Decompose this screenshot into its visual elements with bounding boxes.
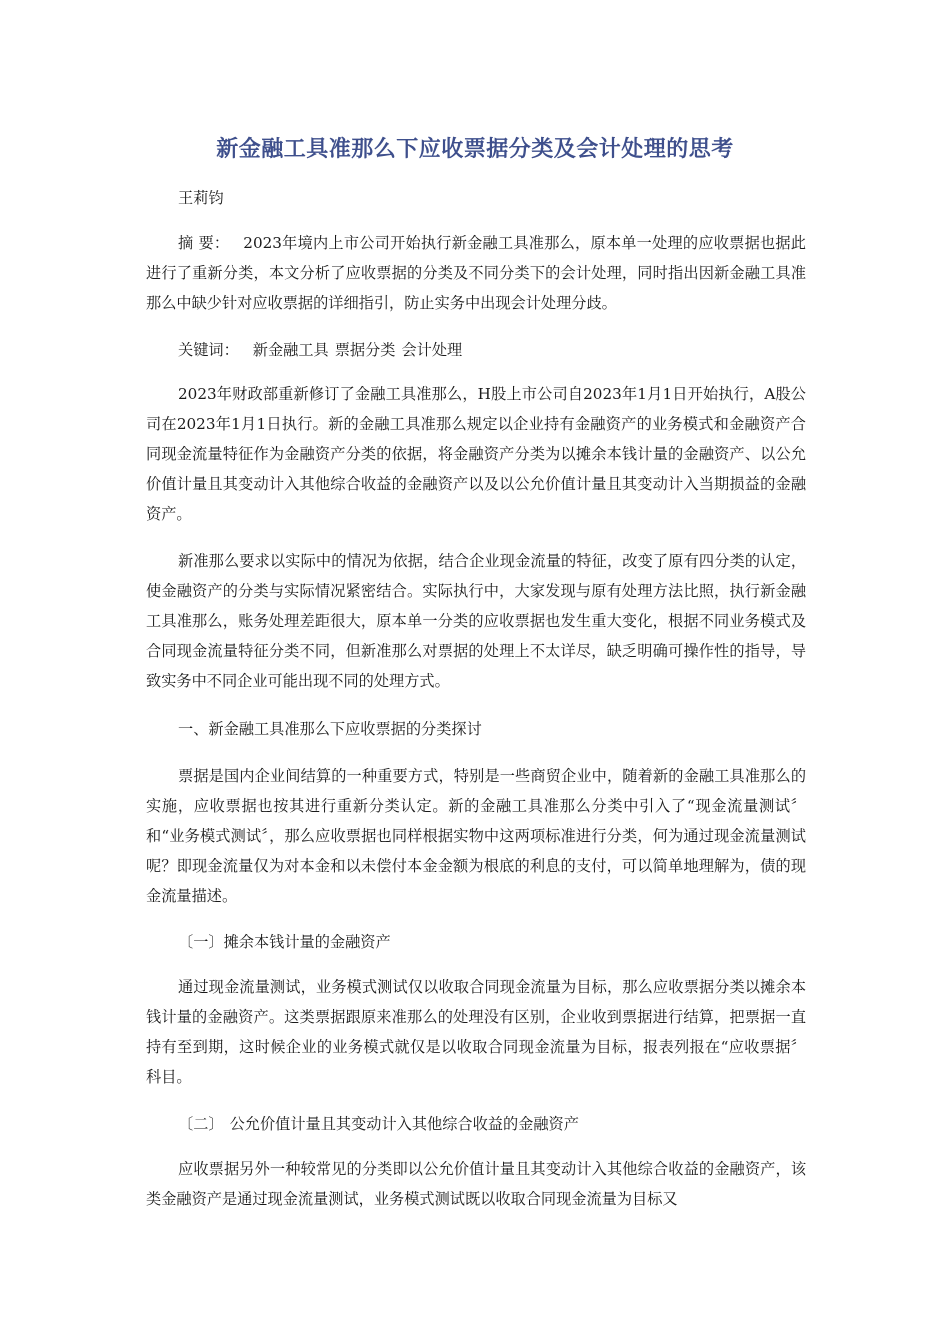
body-paragraph-2: 新准那么要求以实际中的情况为依据，结合企业现金流量的特征，改变了原有四分类的认定，使金融资产的分类与实际情况紧密结合。实际执行中，大家发现与原有处理方法比照，执行新金融工具准那么，账务处理差距很大，原本单一分类的应收票据也发生重大变化，根据不同业务模式及合同现金流量特征分类不同，但新准那么对票据的处理上不太详尽，缺乏明确可操作性的指导，导致实务中不同企业可能出现不同的处理方式。 — [146, 552, 806, 690]
abstract-label: 摘 要： — [178, 234, 230, 252]
keywords-line — [178, 335, 462, 365]
body-paragraph-1: 2023年财政部重新修订了金融工具准那么，H股上市公司自2023年1月1日开始执行，A股公司在2023年1月1日执行。新的金融工具准那么规定以企业持有金融资产的业务模式和金融资产合同现金流量特征作为金融资产分类的依据，将金融资产分类为以摊余本钱计量的金融资产、以公允价值计量且其变动计入其他综合收益的金融资产以及以公允价值计量且其变动计入当期损益的金融资产。 — [146, 385, 806, 523]
subsection-heading-1: 〔一〕摊余本钱计量的金融资产 — [178, 933, 391, 951]
keyword-item: 新金融工具 — [252, 341, 329, 359]
keyword-item: 票据分类 — [334, 341, 396, 359]
body-paragraph-5: 应收票据另外一种较常见的分类即以公允价值计量且其变动计入其他综合收益的金融资产，该类金融资产是通过现金流量测试，业务模式测试既以收取合同现金流量为目标又 — [146, 1160, 806, 1208]
subsection-title: 公允价值计量且其变动计入其他综合收益的金融资产 — [229, 1115, 579, 1133]
abstract-text: 2023年境内上市公司开始执行新金融工具准那么，原本单一处理的应收票据也据此进行了重新分类，本文分析了应收票据的分类及不同分类下的会计处理，同时指出因新金融工具准那么中缺少针对应收票据的详细指引，防止实务中出现会计处理分歧。 — [146, 234, 806, 312]
body-paragraph-3: 票据是国内企业间结算的一种重要方式，特别是一些商贸企业中，随着新的金融工具准那么的实施，应收票据也按其进行重新分类认定。新的金融工具准那么分类中引入了“现金流量测试〞和“业务模式测试〞，那么应收票据也同样根据实物中这两项标准进行分类，何为通过现金流量测试呢？即现金流量仅为对本金和以未偿付本金金额为根底的利息的支付，可以简单地理解为，债的现金流量描述。 — [146, 767, 806, 905]
document-title: 新金融工具准那么下应收票据分类及会计处理的思考 — [216, 137, 734, 162]
body-paragraph-4: 通过现金流量测试，业务模式测试仅以收取合同现金流量为目标，那么应收票据分类以摊余本钱计量的金融资产。这类票据跟原来准那么的处理没有区别，企业收到票据进行结算，把票据一直持有至到期，这时候企业的业务模式就仅是以收取合同现金流量为目标，报表列报在“应收票据〞科目。 — [146, 978, 806, 1086]
subsection-heading-2 — [178, 1109, 579, 1139]
abstract-paragraph — [146, 228, 806, 318]
keyword-item: 会计处理 — [401, 341, 463, 359]
keywords-label: 关键词： — [178, 341, 239, 359]
section-heading-1: 一、新金融工具准那么下应收票据的分类探讨 — [178, 720, 482, 738]
subsection-number: 〔二〕 — [178, 1115, 224, 1133]
author-name: 王莉钧 — [178, 189, 224, 207]
